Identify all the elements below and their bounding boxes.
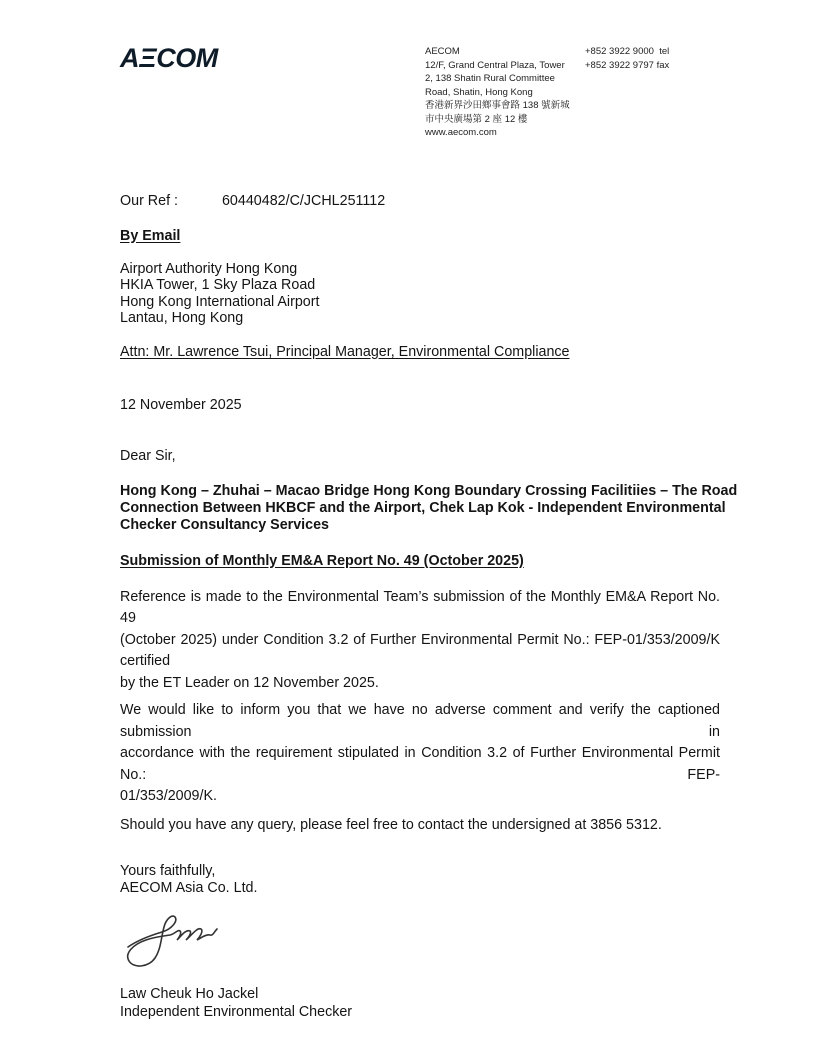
signatory-name: Law Cheuk Ho Jackel <box>120 986 259 1002</box>
signatory-block <box>120 985 720 1021</box>
body-paragraph-1: Reference is made to the Environmental Team’s submission of the Monthly EM&A Report No. 49 (October 2025) under Condition 3.2 of Further Environmental Permit No.: FEP-01/353/2009/K certified by the ET Leader on 12 November 2025. <box>120 588 720 691</box>
letterhead-address: AECOM 12/F, Grand Central Plaza, Tower 2, 138 Shatin Rural Committee Road, Shatin, Hong Kong 香港新界沙田鄉事會路 138 號新城 市中央廣場第 2 座 12 樓 www.aecom.com <box>425 46 570 138</box>
letterhead-contact: +852 3922 9000 tel +852 3922 9797 fax <box>585 46 670 71</box>
company-name: AECOM Asia Co. Ltd. <box>120 880 258 896</box>
subject-subtitle: Submission of Monthly EM&A Report No. 49 (October 2025) <box>120 552 524 569</box>
subject-title: Hong Kong – Zhuhai – Macao Bridge Hong Kong Boundary Crossing Facilitiies – The Road Connection Between HKBCF and the Airport, Chek Lap Kok - Independent Environmental Checker Consultancy Services <box>120 482 738 533</box>
recipient-address: Airport Authority Hong Kong HKIA Tower, 1 Sky Plaza Road Hong Kong International Airport Lantau, Hong Kong <box>120 260 320 326</box>
attention-line: Attn: Mr. Lawrence Tsui, Principal Manager, Environmental Compliance <box>120 343 570 360</box>
salutation: Dear Sir, <box>120 447 176 464</box>
letter-date: 12 November 2025 <box>120 396 242 413</box>
reference-row <box>120 193 720 210</box>
logo-e-bars: Ξ <box>139 43 157 73</box>
aecom-logo <box>120 45 425 72</box>
letterhead <box>120 45 720 140</box>
signature-image <box>122 907 247 969</box>
reference-label: Our Ref : <box>120 192 178 209</box>
valediction: Yours faithfully, <box>120 863 216 879</box>
delivery-method: By Email <box>120 227 181 244</box>
body-paragraph-2: We would like to inform you that we have no adverse comment and verify the captioned submission in accordance with the requirement stipulated in Condition 3.2 of Further Environmental Permit No.: FEP- 01/353/2009/K. <box>120 702 720 804</box>
body-paragraph-3: Should you have any query, please feel free to contact the undersigned at 3856 5312. <box>120 816 662 833</box>
aecom-logo-text: AΞCOM <box>120 43 218 73</box>
reference-value: 60440482/C/JCHL251112 <box>221 192 386 209</box>
closing-block <box>120 863 720 897</box>
signatory-title: Independent Environmental Checker <box>120 1004 353 1020</box>
